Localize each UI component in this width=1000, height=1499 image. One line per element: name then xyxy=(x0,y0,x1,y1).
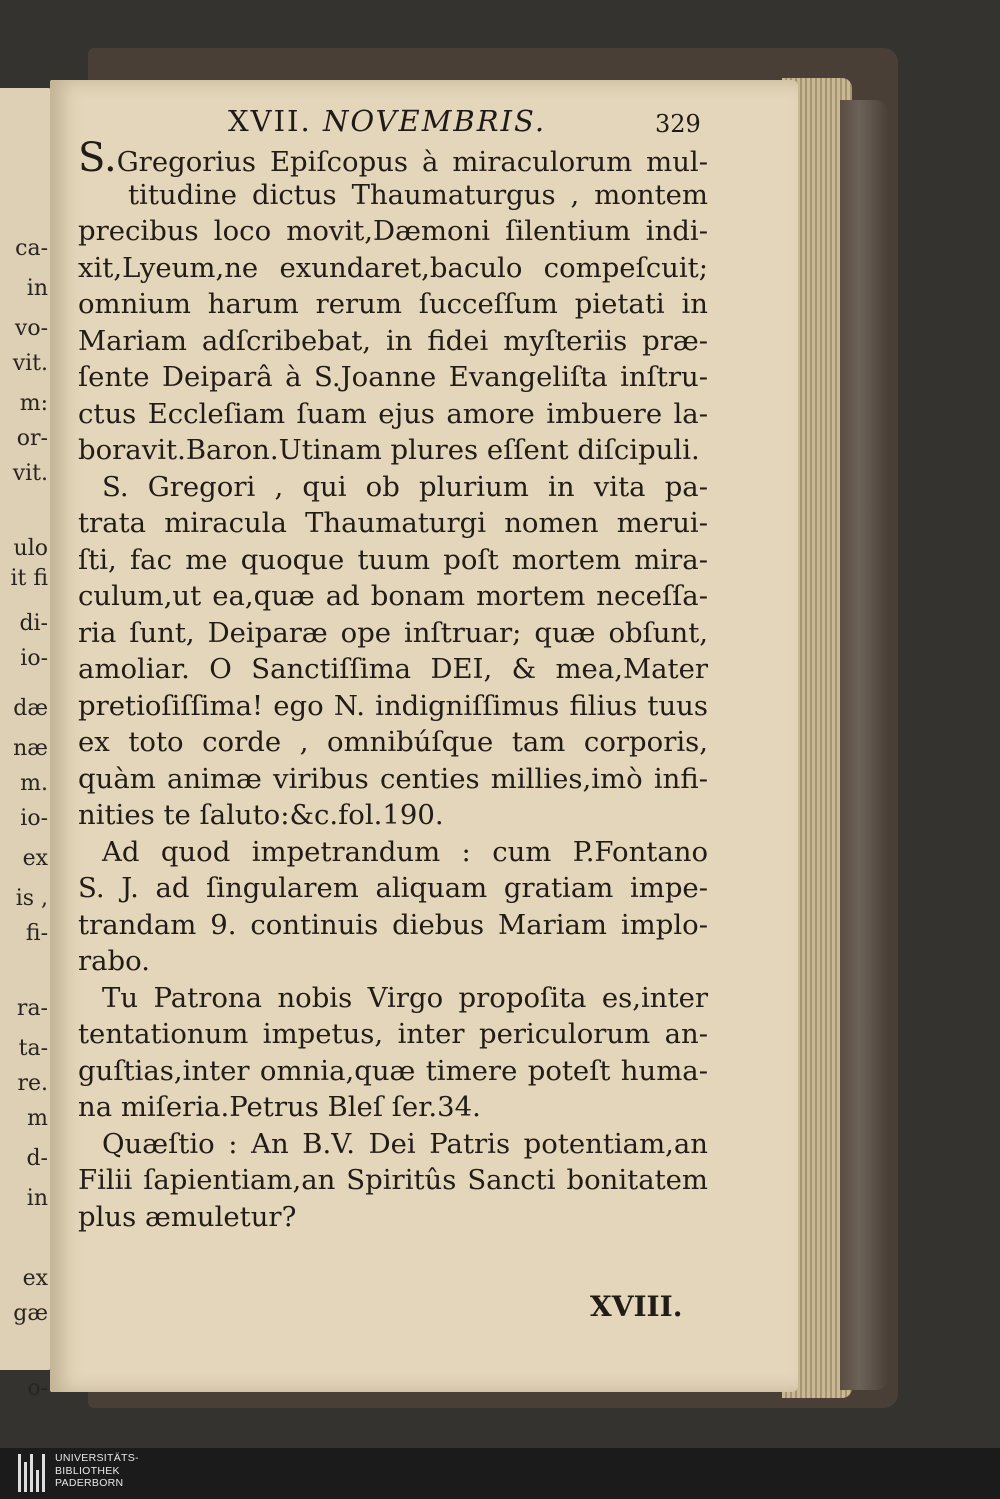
book-spine xyxy=(840,100,888,1390)
running-header xyxy=(228,104,546,138)
line-text: na miſeria.Petrus Bleſ ſer.34. xyxy=(78,1091,481,1123)
text-line xyxy=(78,724,708,761)
left-fragment: di- xyxy=(19,611,48,636)
line-text: plus æmuletur? xyxy=(78,1200,297,1233)
line-text: Gregorius Epiſcopus à miraculorum mul- xyxy=(116,146,708,178)
library-footer xyxy=(0,1448,1000,1499)
line-text: culum,ut ea,quæ ad bonam mortem neceſſa- xyxy=(78,580,708,612)
left-fragment: ca- xyxy=(15,236,48,261)
left-fragment: ulo xyxy=(13,536,48,561)
left-fragment: m. xyxy=(20,771,48,796)
left-fragment: d- xyxy=(26,1146,48,1171)
text-line xyxy=(78,907,708,944)
left-fragment: ex xyxy=(22,846,48,871)
text-line xyxy=(78,1016,708,1053)
text-line xyxy=(78,135,708,181)
header-month: NOVEMBRIS. xyxy=(322,104,547,138)
text-line xyxy=(78,1089,708,1126)
line-text: trandam 9. continuis diebus Mariam implo- xyxy=(78,908,708,941)
text-line xyxy=(78,286,708,323)
left-fragment: gæ xyxy=(13,1301,48,1326)
text-line xyxy=(78,250,708,287)
catchword: XVIII. xyxy=(590,1290,683,1323)
left-fragment: ra- xyxy=(16,996,48,1021)
text-line xyxy=(78,469,708,506)
logo-line-2: BIBLIOTHEK xyxy=(55,1464,120,1477)
left-fragment: ta- xyxy=(18,1036,48,1061)
left-fragment: ex xyxy=(22,1266,48,1291)
line-text: rabo. xyxy=(78,945,150,977)
header-prefix: XVII. xyxy=(228,104,312,138)
line-text: S. Gregori , qui ob plurium in vita pa- xyxy=(102,470,708,503)
line-text: amoliar. O Sanctiſſima DEI, & mea,Mater xyxy=(78,653,708,685)
line-text: ſente Deiparâ à S.Joanne Evangeliſta inſtru- xyxy=(78,361,708,393)
left-fragment: dæ xyxy=(13,696,48,721)
line-text: Ad quod impetrandum : cum P.Fontano xyxy=(102,835,708,868)
line-text: tentationum impetus, inter periculorum an- xyxy=(78,1018,708,1050)
text-line xyxy=(78,615,708,652)
line-text: Mariam adſcribebat, in fidei myſteriis præ- xyxy=(78,324,708,357)
text-line xyxy=(78,834,708,871)
line-text: titudine dictus Thaumaturgus , montem xyxy=(128,178,708,211)
text-line xyxy=(78,359,708,396)
line-text: pretioſiſſima! ego N. indigniſſimus filius tuus xyxy=(78,689,708,722)
left-page xyxy=(0,88,52,1401)
left-fragment: is , xyxy=(15,886,48,911)
text-line xyxy=(78,177,708,214)
text-line xyxy=(78,1162,708,1199)
text-line xyxy=(78,761,708,798)
line-text: precibus loco movit,Dæmoni ſilentium indi- xyxy=(78,215,708,247)
left-fragment: io- xyxy=(20,806,48,831)
line-text: ctus Eccleſiam ſuam ejus amore imbuere la- xyxy=(78,397,708,430)
left-fragment: in xyxy=(26,276,48,301)
line-text: Filii ſapientiam,an Spiritûs Sancti bonitatem xyxy=(78,1164,708,1196)
left-fragment: m: xyxy=(19,391,48,416)
left-fragment: vo- xyxy=(14,316,48,341)
line-text: boravit.Baron.Utinam plures eſſent diſcipuli. xyxy=(78,434,700,466)
line-text: omnium harum rerum ſucceſſum pietati in xyxy=(78,288,708,320)
text-line xyxy=(78,870,708,907)
left-fragment: it fi xyxy=(10,566,48,591)
body-text xyxy=(78,135,708,1235)
text-line xyxy=(78,1199,708,1236)
text-line xyxy=(78,1053,708,1090)
line-text: xit,Lyeum,ne exundaret,baculo compeſcuit; xyxy=(78,251,708,284)
line-text: guſtias,inter omnia,quæ timere poteſt huma- xyxy=(78,1054,708,1087)
library-logo-icon xyxy=(18,1454,48,1492)
text-line xyxy=(78,1126,708,1163)
left-fragment: vit. xyxy=(12,351,48,376)
line-text: ex toto corde , omnibúſque tam corporis, xyxy=(78,726,708,758)
left-fragment: fi- xyxy=(25,921,48,946)
text-line xyxy=(78,323,708,360)
left-fragment: re. xyxy=(17,1071,48,1096)
left-fragment: vit. xyxy=(12,461,48,486)
text-line xyxy=(78,432,708,469)
left-fragment: io- xyxy=(20,646,48,671)
text-line xyxy=(78,505,708,542)
left-fragment: in xyxy=(26,1186,48,1211)
page-number: 329 xyxy=(655,110,701,138)
left-fragment: o- xyxy=(27,1376,48,1401)
text-line xyxy=(78,943,708,980)
text-line xyxy=(78,688,708,725)
left-fragment: m xyxy=(27,1106,48,1131)
text-line xyxy=(78,980,708,1017)
text-line xyxy=(78,213,708,250)
text-line xyxy=(78,542,708,579)
text-line xyxy=(78,578,708,615)
text-line xyxy=(78,797,708,834)
line-text: trata miracula Thaumaturgi nomen merui- xyxy=(78,507,708,539)
line-text: Quæſtio : An B.V. Dei Patris potentiam,an xyxy=(102,1127,708,1160)
line-text: quàm animæ viribus centies millies,imò infi- xyxy=(78,762,708,795)
left-fragment: or- xyxy=(16,426,48,451)
logo-line-1: UNIVERSITÄTS- xyxy=(55,1452,139,1464)
library-logo-text xyxy=(55,1452,139,1490)
logo-line-3: PADERBORN xyxy=(55,1477,124,1489)
left-fragment: næ xyxy=(13,736,48,761)
line-text: ria ſunt, Deiparæ ope inſtruar; quæ obſunt, xyxy=(78,616,708,649)
line-text: S. J. ad ſingularem aliquam gratiam impe- xyxy=(78,872,708,904)
text-line xyxy=(78,651,708,688)
text-line xyxy=(78,396,708,433)
drop-cap: S. xyxy=(78,135,117,181)
line-text: nities te ſaluto:&c.fol.190. xyxy=(78,799,444,831)
line-text: ſti, fac me quoque tuum poſt mortem mira- xyxy=(78,543,708,576)
line-text: Tu Patrona nobis Virgo propoſita es,inter xyxy=(102,981,708,1014)
